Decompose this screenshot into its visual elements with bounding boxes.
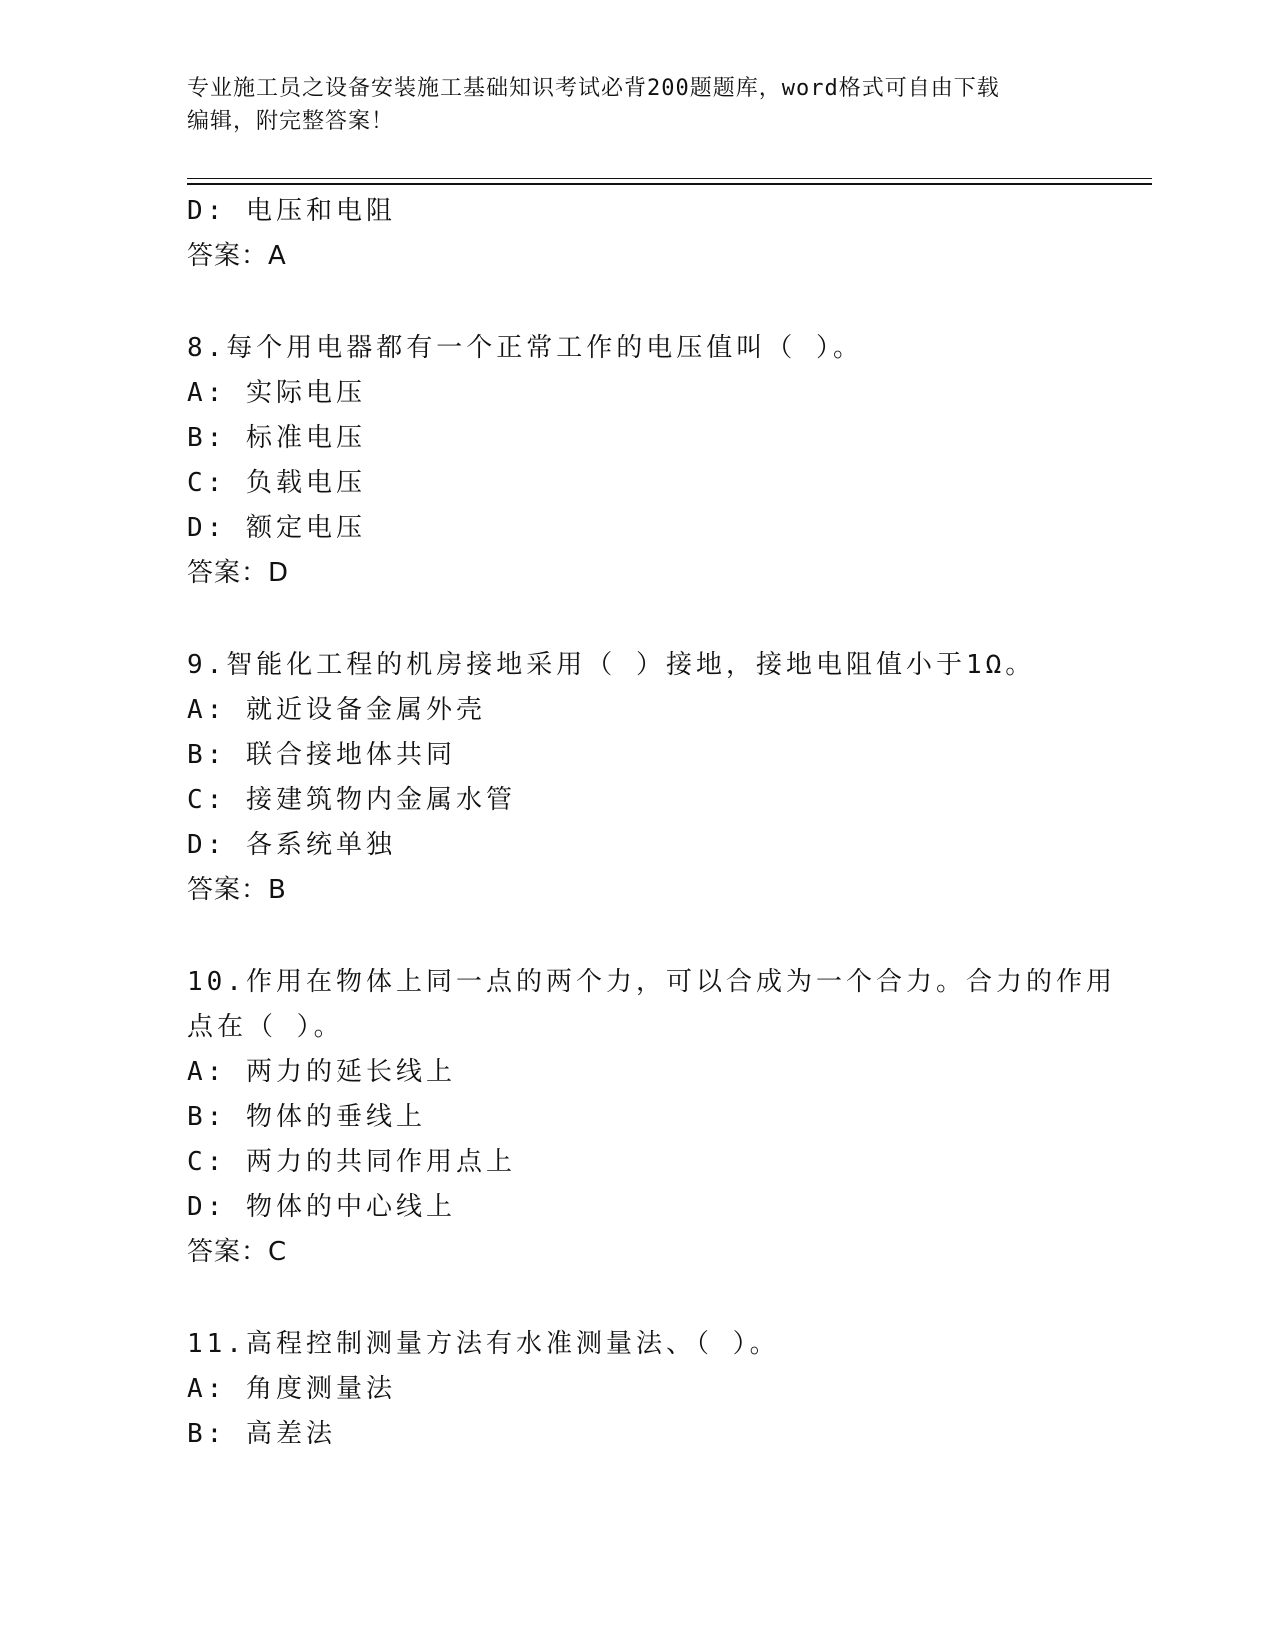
question-stem: 9.智能化工程的机房接地采用（ ）接地，接地电阻值小于1Ω。 [187, 650, 1036, 680]
option-c: C: 负载电压 [187, 468, 366, 498]
answer: 答案：C [187, 1237, 288, 1267]
spacer [187, 913, 1137, 960]
option-a: A: 实际电压 [187, 378, 366, 408]
option-a: A: 两力的延长线上 [187, 1057, 456, 1087]
document-header [187, 72, 1087, 138]
question-list [187, 189, 1137, 1457]
question-stem: 11.高程控制测量方法有水准测量法、（ ）。 [187, 1329, 780, 1359]
header-line-1: 专业施工员之设备安装施工基础知识考试必背200题题库，word格式可自由下载 [187, 76, 1000, 101]
option-b: B: 联合接地体共同 [187, 740, 456, 770]
question-stem-line-2: 点在（ ）。 [187, 1012, 344, 1042]
option-b: B: 物体的垂线上 [187, 1102, 426, 1132]
question-7-tail [187, 189, 1137, 279]
option-a: A: 角度测量法 [187, 1374, 396, 1404]
option-c: C: 接建筑物内金属水管 [187, 785, 516, 815]
option-d: D: 各系统单独 [187, 830, 396, 860]
spacer [187, 279, 1137, 326]
option-b: B: 高差法 [187, 1419, 336, 1449]
question-9 [187, 643, 1137, 913]
question-10 [187, 960, 1137, 1275]
answer: 答案：B [187, 875, 287, 905]
option-c: C: 两力的共同作用点上 [187, 1147, 516, 1177]
header-rule-thin [187, 178, 1152, 179]
option-b: B: 标准电压 [187, 423, 366, 453]
answer: 答案：A [187, 241, 287, 271]
option-d: D: 物体的中心线上 [187, 1192, 456, 1222]
option-a: A: 就近设备金属外壳 [187, 695, 486, 725]
question-8 [187, 326, 1137, 596]
option-d: D: 电压和电阻 [187, 196, 396, 226]
question-stem: 8.每个用电器都有一个正常工作的电压值叫（ ）。 [187, 333, 863, 363]
header-line-2: 编辑，附完整答案！ [187, 109, 395, 134]
question-stem-line-1: 10.作用在物体上同一点的两个力，可以合成为一个合力。合力的作用 [187, 967, 1116, 997]
option-d: D: 额定电压 [187, 513, 366, 543]
spacer [187, 1275, 1137, 1322]
header-rule-thick [187, 183, 1152, 185]
question-11 [187, 1322, 1137, 1457]
answer: 答案：D [187, 558, 290, 588]
spacer [187, 596, 1137, 643]
